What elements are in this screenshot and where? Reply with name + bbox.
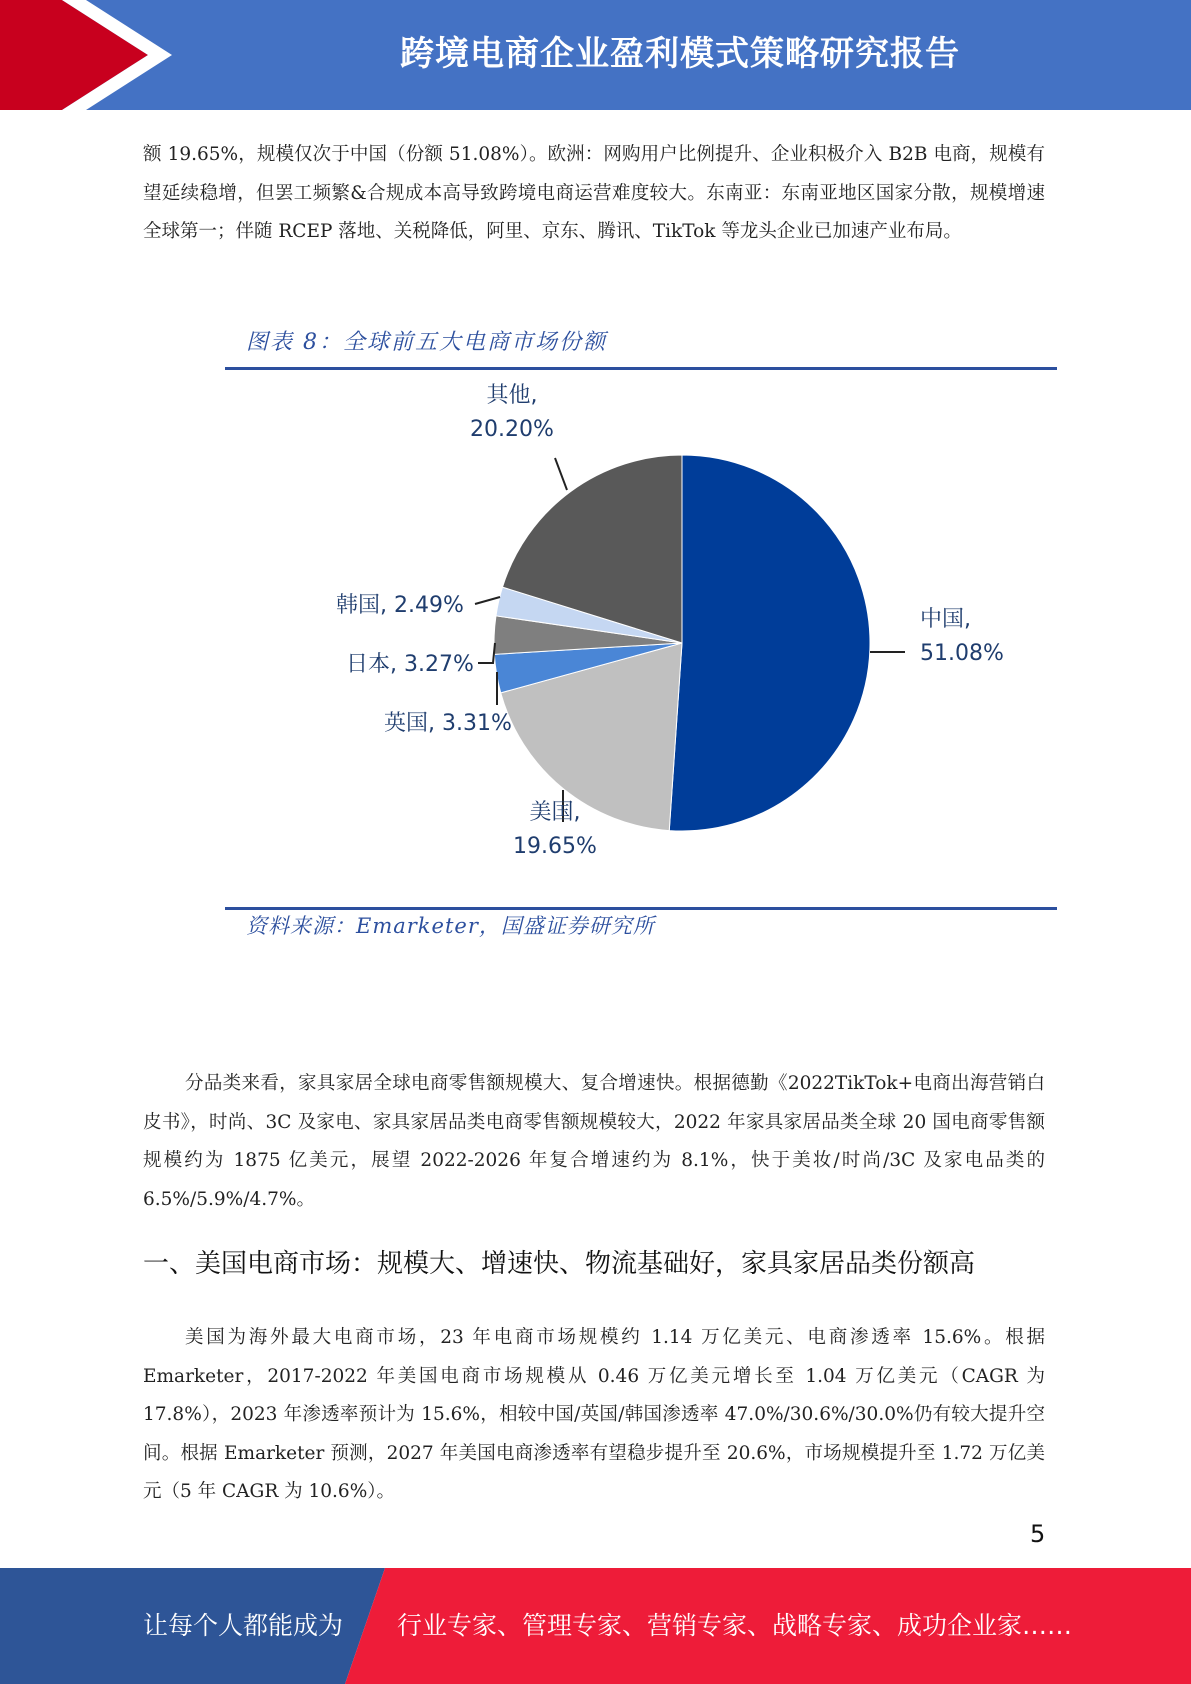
slice-value-1: 51.08%: [920, 641, 1004, 666]
paragraph-intro: 额 19.65%，规模仅次于中国（份额 51.08%）。欧洲：网购用户比例提升、企业积极介入 B2B 电商，规模有望延续稳增，但罢工频繁&合规成本高导致跨境电商运营难度较大。东南亚：东南亚地区国家分散，规模增速全球第一；伴随 RCEP 落地、关税降低，阿里、京东、腾讯、TikTok 等龙头企业已加速产业布局。: [143, 144, 1045, 242]
paragraph-us-market: 美国为海外最大电商市场，23 年电商市场规模约 1.14 万亿美元、电商渗透率 15.6%。根据 Emarketer，2017-2022 年美国电商市场规模从 0.46 万亿美元增长至 1.04 万亿美元（CAGR 为 17.8%），2023 年渗透率预计为 15.6%，相较中国/英国/韩国渗透率 47.0%/30.6%/30.0%仍有较大提升空间。根据 Emarketer 预测，2027 年美国电商渗透率有望稳步提升至 20.6%，市场规模提升至 1.72 万亿美元（5 年 CAGR 为 10.6%）。: [143, 1327, 1045, 1502]
slice-label-2: 美国,: [529, 800, 581, 825]
header-title: 跨境电商企业盈利模式策略研究报告: [400, 34, 960, 74]
leader-line-4: [478, 643, 495, 663]
slice-label-6: 其他,: [486, 383, 538, 408]
page-footer: [0, 1568, 1191, 1684]
pie-slice-1: [669, 455, 870, 831]
footer-slogan-right: 行业专家、管理专家、营销专家、战略专家、成功企业家……: [397, 1611, 1073, 1640]
slice-label-3: 英国, 3.31%: [384, 711, 512, 736]
figure-title: 图表 8：全球前五大电商市场份额: [246, 330, 607, 355]
slice-value-6: 20.20%: [470, 417, 554, 442]
section-heading: 一、美国电商市场：规模大、增速快、物流基础好，家具家居品类份额高: [143, 1249, 976, 1279]
paragraph-category: 分品类来看，家具家居全球电商零售额规模大、复合增速快。根据德勤《2022TikTok+电商出海营销白皮书》，时尚、3C 及家电、家具家居品类电商零售额规模较大，2022 年家具家居品类全球 20 国电商零售额规模约为 1875 亿美元，展望 2022-2026 年复合增速约为 8.1%，快于美妆/时尚/3C 及家电品类的 6.5%/5.9%/4.7%。: [143, 1073, 1045, 1210]
figure-source: 资料来源：Emarketer，国盛证券研究所: [246, 914, 655, 938]
slice-label-4: 日本, 3.27%: [346, 652, 474, 677]
slice-label-1: 中国,: [920, 607, 971, 632]
footer-slogan-left: 让每个人都能成为: [143, 1611, 344, 1640]
leader-line-6: [555, 458, 567, 490]
slice-value-2: 19.65%: [513, 834, 597, 859]
page-number: 5: [1030, 1520, 1046, 1548]
leader-line-5: [475, 597, 500, 604]
slice-label-5: 韩国, 2.49%: [336, 593, 464, 618]
